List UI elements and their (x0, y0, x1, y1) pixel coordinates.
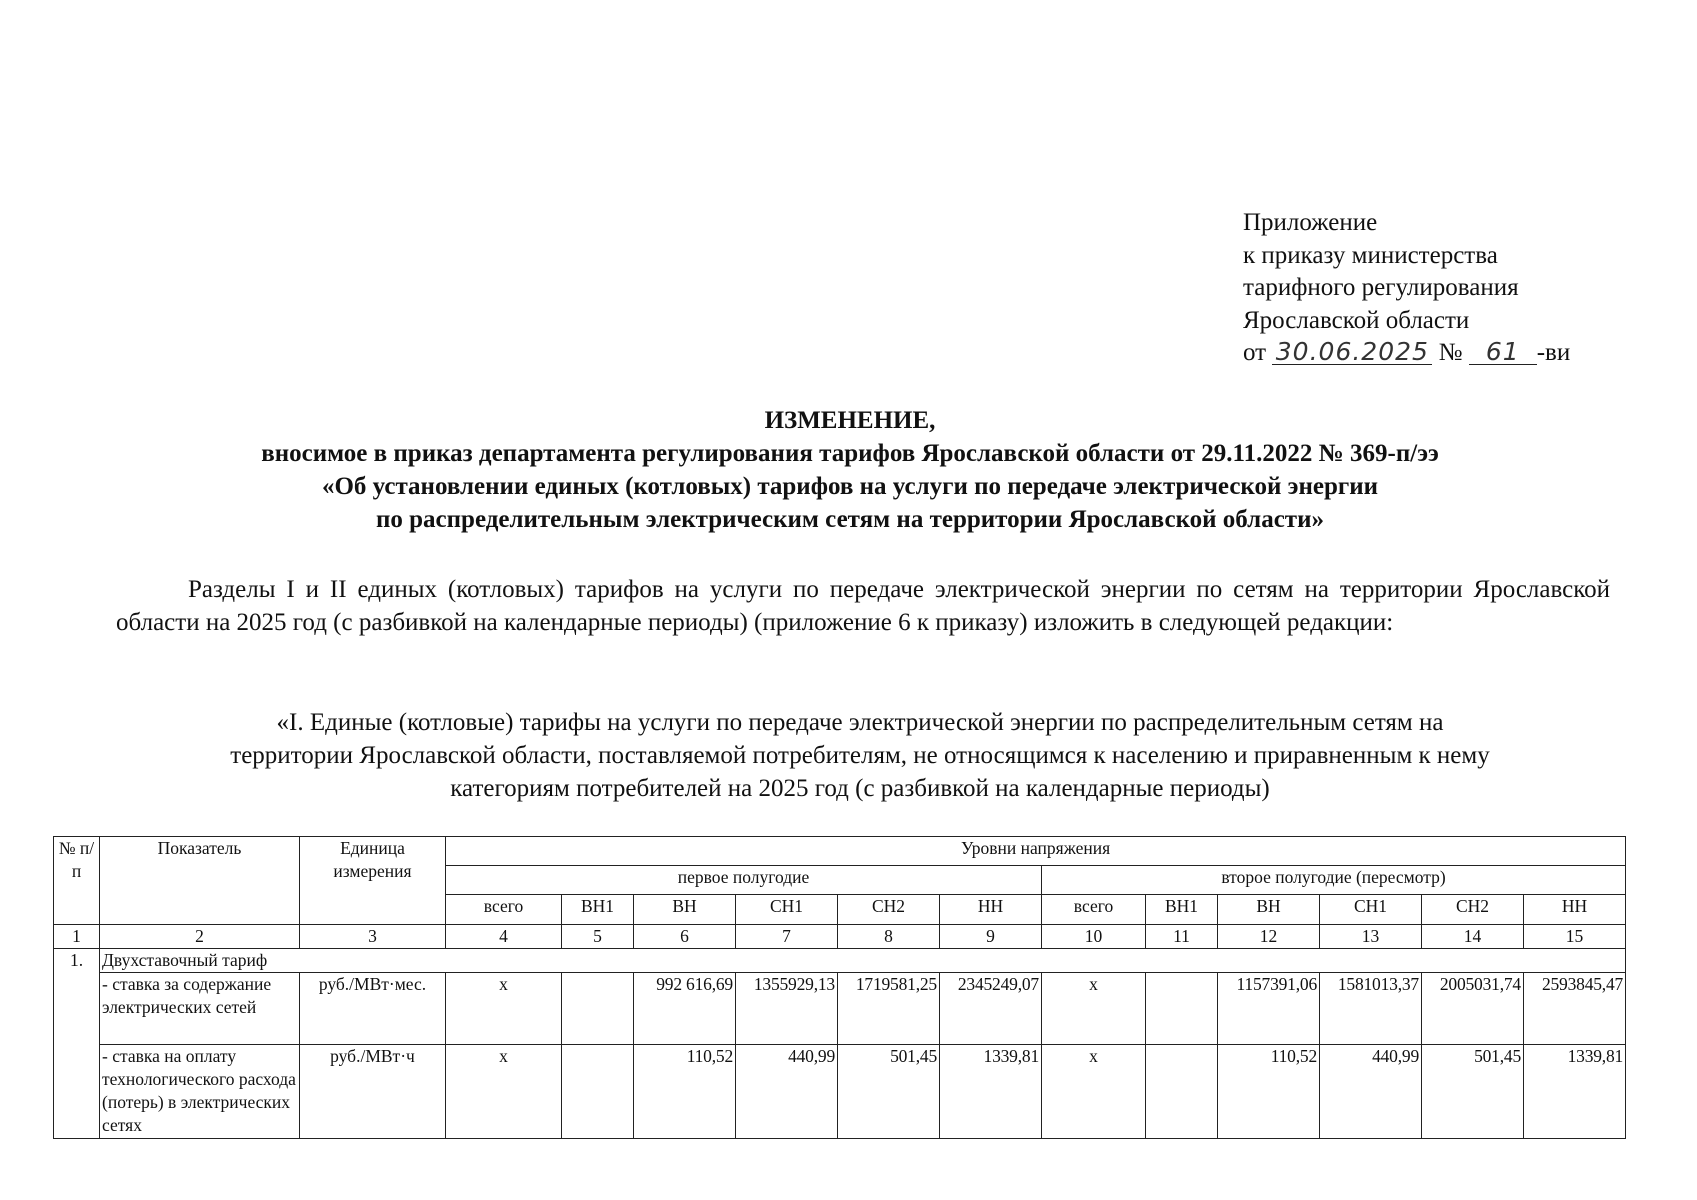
header-col: СН1 (736, 895, 838, 925)
cell-value: 992 616,69 (634, 973, 736, 1045)
cell-value: 110,52 (1218, 1045, 1320, 1139)
col-number: 10 (1042, 925, 1146, 949)
header-indicator: Показатель (100, 837, 300, 925)
header-col: СН2 (1422, 895, 1524, 925)
cell-value: 1157391,06 (1218, 973, 1320, 1045)
header-col: ВН (634, 895, 736, 925)
cell-value: 2593845,47 (1524, 973, 1626, 1045)
title-line-2: вносимое в приказ департамента регулирования тарифов Ярославской области от 29.11.2022 № 369-п/ээ (261, 440, 1439, 467)
cell-value: 1339,81 (940, 1045, 1042, 1139)
appendix-block (1243, 207, 1570, 370)
header-col: СН1 (1320, 895, 1422, 925)
col-number: 9 (940, 925, 1042, 949)
table-row (54, 1045, 1626, 1139)
col-number: 2 (100, 925, 300, 949)
cell-value: х (1042, 973, 1146, 1045)
tariff-table (53, 836, 1626, 1139)
col-number: 15 (1524, 925, 1626, 949)
group-num: 1. (54, 949, 100, 1139)
appendix-line-2: к приказу министерства (1243, 241, 1498, 269)
column-number-row (54, 925, 1626, 949)
cell-value: 2005031,74 (1422, 973, 1524, 1045)
row-label: - ставка на оплату технологического расхода (потерь) в электрических сетях (100, 1045, 300, 1139)
table-row (54, 973, 1626, 1045)
col-number: 6 (634, 925, 736, 949)
col-number: 5 (562, 925, 634, 949)
col-number: 8 (838, 925, 940, 949)
cell-value: 2345249,07 (940, 973, 1042, 1045)
header-col: НН (940, 895, 1042, 925)
section-title-line-3: категориям потребителей на 2025 год (с разбивкой на календарные периоды) (450, 775, 1270, 802)
header-voltage-levels: Уровни напряжения (446, 837, 1626, 866)
col-number: 1 (54, 925, 100, 949)
header-half-1: первое полугодие (446, 866, 1042, 895)
row-unit: руб./МВт·мес. (300, 973, 446, 1045)
col-number: 11 (1146, 925, 1218, 949)
header-row-1 (54, 837, 1626, 866)
header-unit: Единица измерения (300, 837, 446, 925)
header-num: № п/п (54, 837, 100, 925)
col-number: 7 (736, 925, 838, 949)
cell-value (562, 973, 634, 1045)
row-unit: руб./МВт·ч (300, 1045, 446, 1139)
cell-value: 1339,81 (1524, 1045, 1626, 1139)
col-number: 14 (1422, 925, 1524, 949)
appendix-line-1: Приложение (1243, 209, 1378, 236)
body-paragraph: Разделы I и II единых (котловых) тарифов на услуги по передаче электрической энергии по сетям на территории Ярославской области на 2025 год (с разбивкой на календарные периоды) (приложение 6 к приказу) изложить в следующей редакции: (116, 576, 1610, 636)
appendix-date-line (1243, 337, 1570, 370)
header-half-2: второе полугодие (пересмотр) (1042, 866, 1626, 895)
title-line-1: ИЗМЕНЕНИЕ, (764, 407, 936, 434)
title-line-4: по распределительным электрическим сетям на территории Ярославской области» (376, 506, 1324, 533)
header-col: ВН1 (1146, 895, 1218, 925)
section-title-line-2: территории Ярославской области, поставляемой потребителям, не относящимся к населению и приравненным к нему (230, 742, 1490, 769)
cell-value: х (446, 973, 562, 1045)
cell-value: 1581013,37 (1320, 973, 1422, 1045)
section-title-line-1: «I. Единые (котловые) тарифы на услуги по передаче электрической энергии по распределительным сетям на (276, 709, 1444, 736)
cell-value: 501,45 (1422, 1045, 1524, 1139)
handwritten-date: 30.06.2025 (1272, 340, 1432, 365)
group-row (54, 949, 1626, 973)
handwritten-number: 61 (1469, 340, 1537, 365)
col-number: 12 (1218, 925, 1320, 949)
col-number: 3 (300, 925, 446, 949)
cell-value: 440,99 (736, 1045, 838, 1139)
col-number: 4 (446, 925, 562, 949)
cell-value (562, 1045, 634, 1139)
cell-value (1146, 1045, 1218, 1139)
appendix-line-3: тарифного регулирования (1243, 274, 1519, 301)
number-suffix: -ви (1536, 339, 1571, 366)
header-col: ВН1 (562, 895, 634, 925)
header-col: СН2 (838, 895, 940, 925)
date-prefix: от (1243, 339, 1267, 366)
header-col: НН (1524, 895, 1626, 925)
cell-value: 440,99 (1320, 1045, 1422, 1139)
section-title (110, 706, 1610, 805)
document-title (60, 404, 1640, 536)
cell-value: 501,45 (838, 1045, 940, 1139)
cell-value: 1719581,25 (838, 973, 940, 1045)
cell-value (1146, 973, 1218, 1045)
appendix-line-4: Ярославской области (1243, 306, 1470, 334)
col-number: 13 (1320, 925, 1422, 949)
cell-value: 1355929,13 (736, 973, 838, 1045)
header-col: всего (446, 895, 562, 925)
row-label: - ставка за содержание электрических сетей (100, 973, 300, 1045)
number-prefix: № (1438, 339, 1463, 366)
header-col: всего (1042, 895, 1146, 925)
title-line-3: «Об установлении единых (котловых) тарифов на услуги по передаче электрической энергии (321, 473, 1379, 500)
cell-value: 110,52 (634, 1045, 736, 1139)
group-label: Двухставочный тариф (100, 949, 1626, 973)
header-col: ВН (1218, 895, 1320, 925)
cell-value: х (1042, 1045, 1146, 1139)
cell-value: х (446, 1045, 562, 1139)
